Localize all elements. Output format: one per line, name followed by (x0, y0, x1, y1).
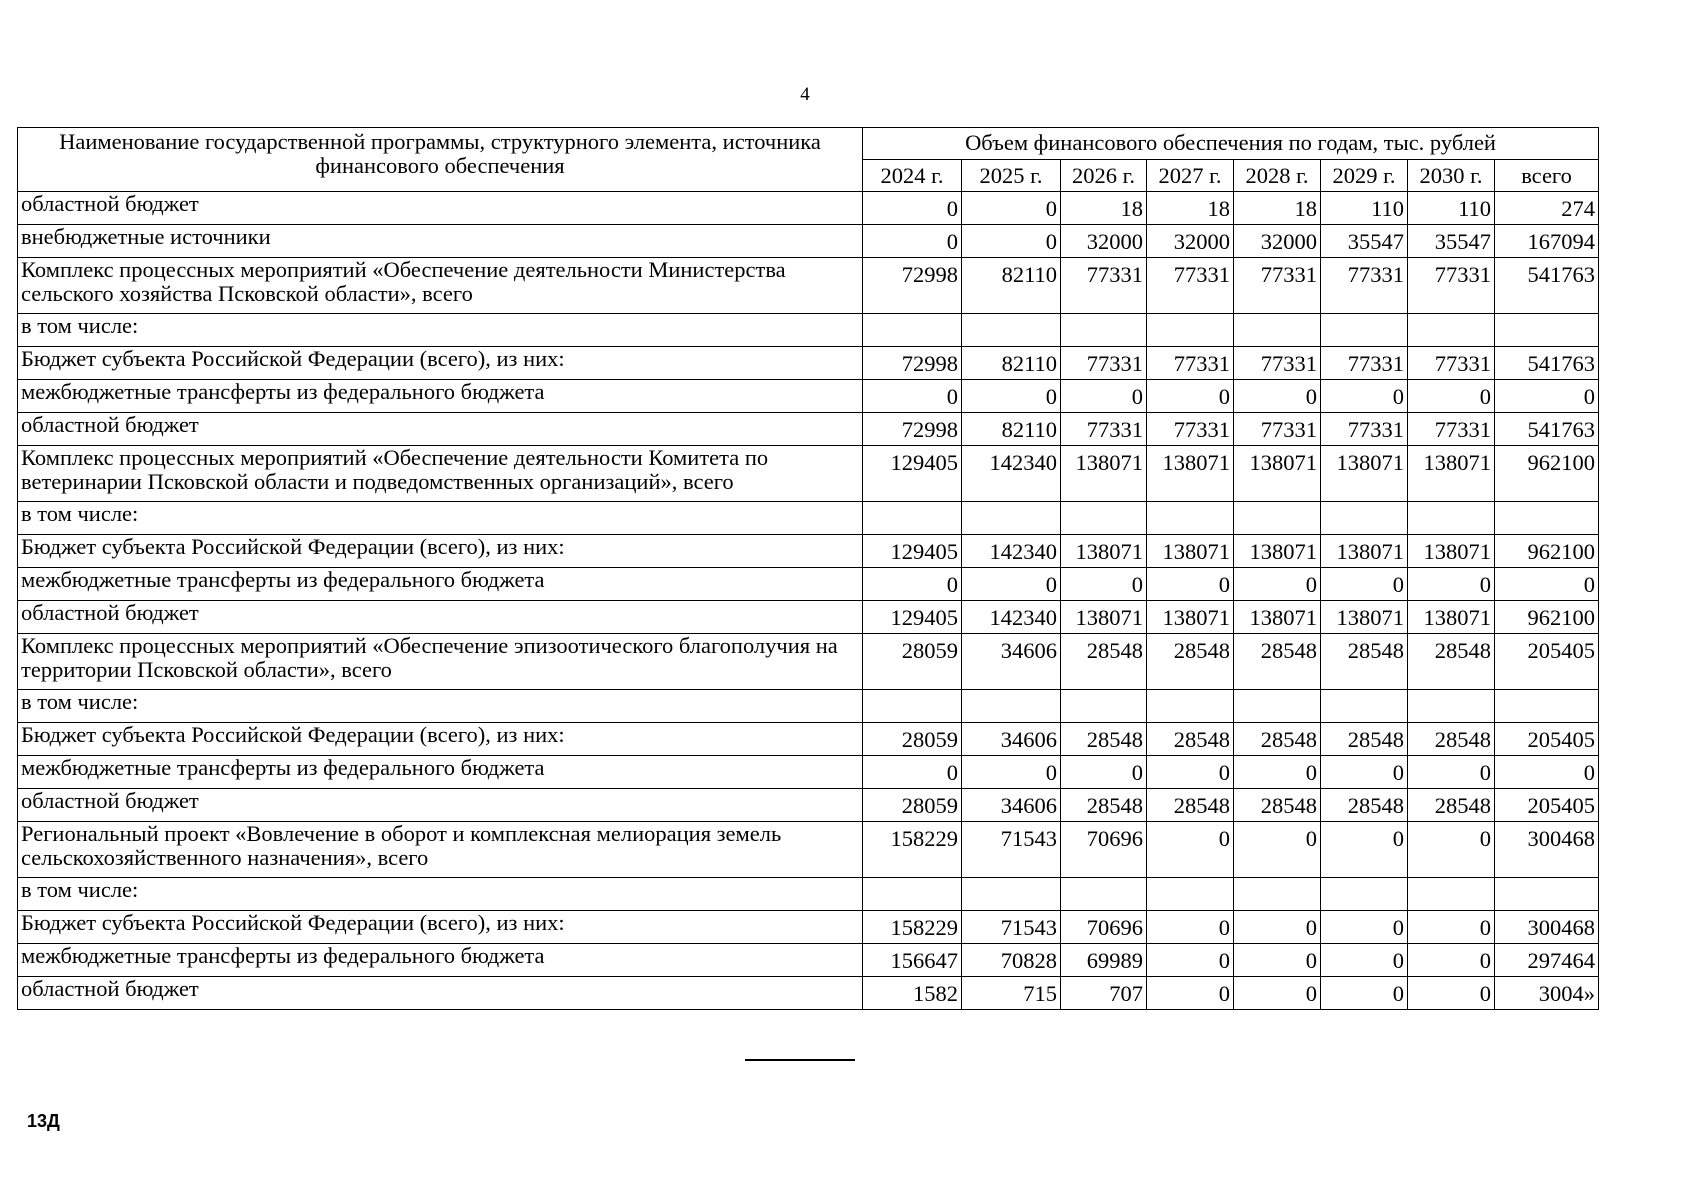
value-cell: 72998 (863, 347, 962, 380)
value-cell: 28548 (1321, 789, 1408, 822)
value-cell: 0 (1408, 977, 1495, 1010)
value-cell (1061, 314, 1147, 347)
value-cell: 34606 (962, 723, 1061, 756)
value-cell: 0 (1321, 568, 1408, 601)
value-cell: 70696 (1061, 822, 1147, 878)
value-cell (1321, 878, 1408, 911)
value-cell: 0 (1234, 822, 1321, 878)
value-cell (1321, 690, 1408, 723)
value-cell: 0 (1321, 380, 1408, 413)
value-cell: 0 (1495, 568, 1599, 601)
table-body (18, 192, 1599, 1010)
row-label: областной бюджет (18, 977, 863, 1010)
row-label: в том числе: (18, 314, 863, 347)
value-cell: 28059 (863, 634, 962, 690)
value-cell: 167094 (1495, 225, 1599, 258)
value-cell: 129405 (863, 601, 962, 634)
value-cell: 77331 (1147, 347, 1234, 380)
value-cell: 0 (1495, 756, 1599, 789)
value-cell: 138071 (1408, 535, 1495, 568)
value-cell: 0 (1147, 944, 1234, 977)
row-label: межбюджетные трансферты из федерального бюджета (18, 568, 863, 601)
value-cell: 0 (863, 225, 962, 258)
name-column-header: Наименование государственной программы, структурного элемента, источника финансового обеспечения (18, 128, 863, 192)
row-label: в том числе: (18, 690, 863, 723)
row-label: областной бюджет (18, 192, 863, 225)
value-cell: 28059 (863, 723, 962, 756)
table-row (18, 413, 1599, 446)
value-cell: 0 (1408, 568, 1495, 601)
value-cell (962, 502, 1061, 535)
value-cell: 32000 (1147, 225, 1234, 258)
value-cell: 28548 (1408, 723, 1495, 756)
table-row (18, 568, 1599, 601)
value-cell: 71543 (962, 822, 1061, 878)
value-cell: 300468 (1495, 822, 1599, 878)
table-row (18, 258, 1599, 314)
value-cell: 138071 (1061, 446, 1147, 502)
row-label: Бюджет субъекта Российской Федерации (всего), из них: (18, 723, 863, 756)
value-cell (1495, 502, 1599, 535)
table-row (18, 446, 1599, 502)
year-header-cell: всего (1495, 160, 1599, 192)
value-cell: 0 (1147, 568, 1234, 601)
value-cell (1495, 878, 1599, 911)
value-cell: 77331 (1321, 258, 1408, 314)
value-cell: 77331 (1408, 258, 1495, 314)
value-cell (1234, 690, 1321, 723)
value-cell: 77331 (1234, 413, 1321, 446)
value-cell: 138071 (1147, 535, 1234, 568)
value-cell (863, 878, 962, 911)
row-label: Региональный проект «Вовлечение в оборот и комплексная мелиорация земель сельскохозяйственного назначения», всего (18, 822, 863, 878)
volume-column-header: Объем финансового обеспечения по годам, тыс. рублей (863, 128, 1599, 160)
table-row (18, 314, 1599, 347)
value-cell (1234, 878, 1321, 911)
value-cell: 205405 (1495, 789, 1599, 822)
table-row (18, 502, 1599, 535)
year-header-cell: 2025 г. (962, 160, 1061, 192)
value-cell: 0 (962, 380, 1061, 413)
value-cell: 0 (1321, 944, 1408, 977)
value-cell: 142340 (962, 535, 1061, 568)
value-cell: 0 (1321, 911, 1408, 944)
value-cell (1495, 314, 1599, 347)
value-cell: 0 (962, 192, 1061, 225)
value-cell: 297464 (1495, 944, 1599, 977)
table-row (18, 944, 1599, 977)
year-header-cell: 2029 г. (1321, 160, 1408, 192)
value-cell: 138071 (1147, 601, 1234, 634)
separator-line (745, 1059, 855, 1061)
value-cell: 138071 (1147, 446, 1234, 502)
table-row (18, 977, 1599, 1010)
value-cell: 0 (1061, 756, 1147, 789)
value-cell: 110 (1408, 192, 1495, 225)
row-label: в том числе: (18, 878, 863, 911)
table-row (18, 822, 1599, 878)
row-label: Комплекс процессных мероприятий «Обеспечение деятельности Министерства сельского хозяйства Псковской области», всего (18, 258, 863, 314)
table-row (18, 380, 1599, 413)
value-cell: 138071 (1321, 535, 1408, 568)
value-cell: 0 (1061, 568, 1147, 601)
value-cell: 35547 (1321, 225, 1408, 258)
value-cell: 138071 (1234, 601, 1321, 634)
row-label: областной бюджет (18, 601, 863, 634)
value-cell (1234, 314, 1321, 347)
value-cell (1495, 690, 1599, 723)
table-row (18, 789, 1599, 822)
value-cell: 18 (1147, 192, 1234, 225)
value-cell: 715 (962, 977, 1061, 1010)
value-cell (1408, 878, 1495, 911)
row-label: Комплекс процессных мероприятий «Обеспечение эпизоотического благополучия на территории Псковской области», всего (18, 634, 863, 690)
value-cell: 0 (1147, 756, 1234, 789)
value-cell (863, 690, 962, 723)
value-cell: 0 (1234, 380, 1321, 413)
table-row (18, 878, 1599, 911)
value-cell: 129405 (863, 446, 962, 502)
value-cell: 110 (1321, 192, 1408, 225)
value-cell: 142340 (962, 446, 1061, 502)
value-cell (962, 878, 1061, 911)
financing-table (17, 127, 1599, 1010)
value-cell: 28548 (1408, 634, 1495, 690)
row-label: Бюджет субъекта Российской Федерации (всего), из них: (18, 535, 863, 568)
value-cell (863, 502, 962, 535)
table-row (18, 690, 1599, 723)
value-cell (1147, 690, 1234, 723)
table-row (18, 347, 1599, 380)
value-cell: 72998 (863, 413, 962, 446)
value-cell: 0 (863, 192, 962, 225)
value-cell: 0 (863, 756, 962, 789)
year-header-cell: 2026 г. (1061, 160, 1147, 192)
value-cell: 28548 (1234, 723, 1321, 756)
value-cell: 0 (1321, 756, 1408, 789)
value-cell: 138071 (1234, 446, 1321, 502)
row-label: областной бюджет (18, 413, 863, 446)
row-label: Бюджет субъекта Российской Федерации (всего), из них: (18, 911, 863, 944)
value-cell: 205405 (1495, 634, 1599, 690)
document-code: 13Д (27, 1111, 60, 1131)
value-cell: 0 (1234, 911, 1321, 944)
value-cell: 34606 (962, 789, 1061, 822)
value-cell: 35547 (1408, 225, 1495, 258)
value-cell: 138071 (1408, 601, 1495, 634)
value-cell: 69989 (1061, 944, 1147, 977)
value-cell: 707 (1061, 977, 1147, 1010)
value-cell: 28548 (1408, 789, 1495, 822)
value-cell: 129405 (863, 535, 962, 568)
value-cell: 138071 (1408, 446, 1495, 502)
table-row (18, 225, 1599, 258)
value-cell: 0 (1321, 822, 1408, 878)
value-cell: 0 (962, 756, 1061, 789)
value-cell (1408, 502, 1495, 535)
value-cell: 77331 (1061, 347, 1147, 380)
value-cell: 28548 (1147, 634, 1234, 690)
value-cell: 0 (1147, 977, 1234, 1010)
table-row (18, 192, 1599, 225)
value-cell: 28548 (1061, 723, 1147, 756)
value-cell (1408, 690, 1495, 723)
value-cell: 0 (1147, 822, 1234, 878)
value-cell: 77331 (1234, 347, 1321, 380)
value-cell: 1582 (863, 977, 962, 1010)
value-cell: 274 (1495, 192, 1599, 225)
value-cell: 0 (1408, 756, 1495, 789)
value-cell: 77331 (1061, 258, 1147, 314)
value-cell: 77331 (1408, 413, 1495, 446)
value-cell (1147, 502, 1234, 535)
table-header (18, 128, 1599, 192)
value-cell (1147, 314, 1234, 347)
value-cell (1408, 314, 1495, 347)
value-cell: 0 (1408, 944, 1495, 977)
value-cell: 28548 (1321, 723, 1408, 756)
value-cell: 142340 (962, 601, 1061, 634)
value-cell: 82110 (962, 347, 1061, 380)
value-cell: 158229 (863, 822, 962, 878)
value-cell: 77331 (1147, 258, 1234, 314)
value-cell: 0 (1408, 911, 1495, 944)
row-label: межбюджетные трансферты из федерального бюджета (18, 944, 863, 977)
value-cell: 962100 (1495, 446, 1599, 502)
row-label: Бюджет субъекта Российской Федерации (всего), из них: (18, 347, 863, 380)
value-cell: 28548 (1147, 723, 1234, 756)
table-row (18, 723, 1599, 756)
value-cell: 77331 (1147, 413, 1234, 446)
year-header-cell: 2030 г. (1408, 160, 1495, 192)
table-row (18, 535, 1599, 568)
value-cell: 138071 (1061, 535, 1147, 568)
value-cell: 205405 (1495, 723, 1599, 756)
value-cell (1061, 502, 1147, 535)
row-label: межбюджетные трансферты из федерального бюджета (18, 756, 863, 789)
value-cell: 0 (863, 568, 962, 601)
row-label: областной бюджет (18, 789, 863, 822)
value-cell: 28548 (1321, 634, 1408, 690)
value-cell: 0 (1147, 380, 1234, 413)
value-cell: 0 (962, 225, 1061, 258)
value-cell: 0 (962, 568, 1061, 601)
value-cell (1147, 878, 1234, 911)
year-header-cell: 2024 г. (863, 160, 962, 192)
value-cell: 77331 (1061, 413, 1147, 446)
value-cell: 34606 (962, 634, 1061, 690)
value-cell: 0 (1234, 756, 1321, 789)
value-cell: 0 (863, 380, 962, 413)
table-row (18, 634, 1599, 690)
year-header-cell: 2028 г. (1234, 160, 1321, 192)
value-cell: 138071 (1061, 601, 1147, 634)
value-cell (1321, 502, 1408, 535)
row-label: в том числе: (18, 502, 863, 535)
value-cell: 0 (1408, 380, 1495, 413)
value-cell: 18 (1234, 192, 1321, 225)
value-cell: 962100 (1495, 601, 1599, 634)
value-cell (962, 690, 1061, 723)
table-row (18, 756, 1599, 789)
page-number: 4 (800, 84, 810, 105)
value-cell: 72998 (863, 258, 962, 314)
value-cell: 28548 (1147, 789, 1234, 822)
table-row (18, 911, 1599, 944)
value-cell: 70828 (962, 944, 1061, 977)
row-label: внебюджетные источники (18, 225, 863, 258)
value-cell: 541763 (1495, 258, 1599, 314)
year-header-cell: 2027 г. (1147, 160, 1234, 192)
value-cell: 0 (1061, 380, 1147, 413)
value-cell (1321, 314, 1408, 347)
row-label: межбюджетные трансферты из федерального бюджета (18, 380, 863, 413)
value-cell: 18 (1061, 192, 1147, 225)
value-cell: 77331 (1234, 258, 1321, 314)
value-cell: 71543 (962, 911, 1061, 944)
value-cell (1061, 690, 1147, 723)
value-cell (1234, 502, 1321, 535)
value-cell: 0 (1234, 977, 1321, 1010)
value-cell: 28548 (1234, 634, 1321, 690)
value-cell: 541763 (1495, 413, 1599, 446)
value-cell: 138071 (1321, 446, 1408, 502)
value-cell: 541763 (1495, 347, 1599, 380)
value-cell: 156647 (863, 944, 962, 977)
value-cell: 82110 (962, 258, 1061, 314)
value-cell (962, 314, 1061, 347)
value-cell (863, 314, 962, 347)
value-cell: 138071 (1321, 601, 1408, 634)
value-cell: 962100 (1495, 535, 1599, 568)
value-cell: 77331 (1321, 413, 1408, 446)
table-row (18, 601, 1599, 634)
value-cell: 0 (1321, 977, 1408, 1010)
value-cell (1061, 878, 1147, 911)
value-cell: 82110 (962, 413, 1061, 446)
value-cell: 28548 (1061, 634, 1147, 690)
value-cell: 77331 (1321, 347, 1408, 380)
value-cell: 32000 (1061, 225, 1147, 258)
value-cell: 28059 (863, 789, 962, 822)
value-cell: 28548 (1061, 789, 1147, 822)
value-cell: 3004» (1495, 977, 1599, 1010)
value-cell: 32000 (1234, 225, 1321, 258)
value-cell: 0 (1408, 822, 1495, 878)
value-cell: 77331 (1408, 347, 1495, 380)
value-cell: 0 (1234, 944, 1321, 977)
value-cell: 28548 (1234, 789, 1321, 822)
value-cell: 0 (1495, 380, 1599, 413)
value-cell: 0 (1147, 911, 1234, 944)
value-cell: 0 (1234, 568, 1321, 601)
value-cell: 300468 (1495, 911, 1599, 944)
value-cell: 138071 (1234, 535, 1321, 568)
row-label: Комплекс процессных мероприятий «Обеспечение деятельности Комитета по ветеринарии Псковской области и подведомственных организаций», всего (18, 446, 863, 502)
value-cell: 70696 (1061, 911, 1147, 944)
value-cell: 158229 (863, 911, 962, 944)
